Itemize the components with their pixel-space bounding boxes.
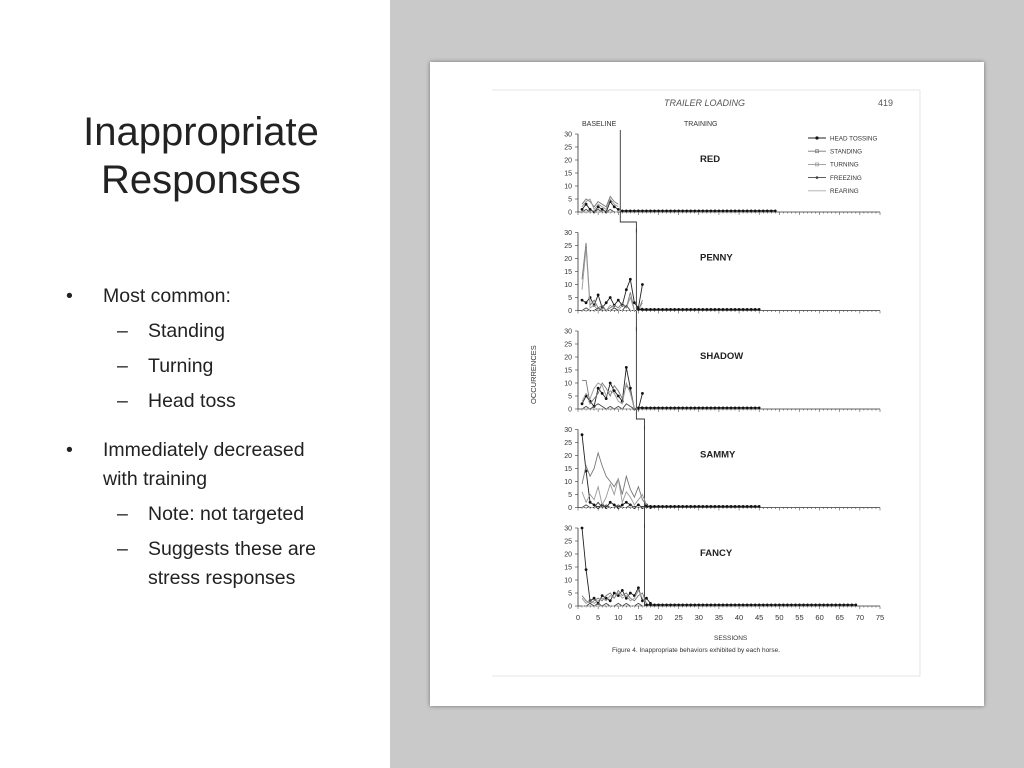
data-point xyxy=(617,299,620,302)
x-tick-label: 60 xyxy=(815,613,824,622)
sub-bullet-text-continued: stress responses xyxy=(148,567,296,589)
x-tick-label: 45 xyxy=(755,613,764,622)
series-line-head-tossing xyxy=(582,528,650,603)
panel-label: RED xyxy=(700,154,721,165)
x-axis-label: SESSIONS xyxy=(714,635,748,642)
data-point xyxy=(609,501,612,504)
data-point xyxy=(593,597,596,600)
phase-label-training: TRAINING xyxy=(684,121,718,128)
y-tick-label: 10 xyxy=(564,183,572,191)
x-tick-label: 40 xyxy=(734,613,744,622)
x-tick-label: 25 xyxy=(674,613,683,622)
sub-bullet-dash: – xyxy=(117,390,128,412)
bullet-dot: • xyxy=(66,439,73,461)
figure-caption: Figure 4. Inappropriate behaviors exhibited by each horse. xyxy=(612,647,781,654)
data-point xyxy=(581,433,584,436)
data-point xyxy=(625,366,628,369)
data-point xyxy=(625,501,628,504)
x-tick-label: 55 xyxy=(795,613,804,622)
legend-marker xyxy=(816,176,819,179)
data-point xyxy=(609,382,612,385)
x-tick-label: 5 xyxy=(596,613,601,622)
bullet-item xyxy=(60,436,380,593)
chart-panel-shadow xyxy=(564,327,880,430)
y-tick-label: 5 xyxy=(568,492,572,499)
legend-marker xyxy=(815,136,818,139)
x-tick-label: 50 xyxy=(775,613,784,622)
chart-panel-penny xyxy=(564,229,880,332)
y-tick-label: 20 xyxy=(564,354,572,362)
panel-label: SAMMY xyxy=(700,449,736,461)
data-point xyxy=(609,599,612,602)
text-pane xyxy=(0,0,390,768)
data-point xyxy=(613,205,616,208)
data-point xyxy=(585,568,588,571)
y-tick-label: 0 xyxy=(568,209,572,217)
phase-change-connector xyxy=(636,409,644,430)
legend-label: STANDING xyxy=(830,148,863,156)
y-tick-label: 0 xyxy=(568,308,572,315)
y-tick-label: 10 xyxy=(564,282,572,289)
legend-label: TURNING xyxy=(830,161,859,169)
x-tick-label: 75 xyxy=(875,613,885,622)
sub-bullet-dash: – xyxy=(117,320,128,342)
y-tick-label: 15 xyxy=(564,367,572,375)
data-point xyxy=(617,395,620,398)
data-point xyxy=(605,301,608,304)
sub-bullet-dash: – xyxy=(117,503,128,525)
y-tick-label: 25 xyxy=(564,341,572,349)
legend-label: HEAD TOSSING xyxy=(830,135,878,143)
sub-bullet-item xyxy=(60,500,380,529)
sub-bullet-text: Standing xyxy=(148,320,225,342)
chart-panel-sammy xyxy=(564,426,880,529)
y-tick-label: 5 xyxy=(568,590,572,598)
y-tick-label: 15 xyxy=(564,466,572,473)
sub-bullet-dash: – xyxy=(117,538,128,560)
page-number: 419 xyxy=(878,98,894,108)
y-tick-label: 10 xyxy=(564,577,572,585)
data-point xyxy=(597,387,600,390)
phase-label-baseline: BASELINE xyxy=(582,121,617,128)
sub-bullet-item xyxy=(60,535,380,593)
x-tick-label: 30 xyxy=(694,613,703,622)
y-tick-label: 25 xyxy=(564,440,572,447)
x-axis-ticks xyxy=(576,613,884,622)
data-point xyxy=(645,597,648,600)
x-tick-label: 65 xyxy=(835,613,844,622)
series-line-freezing xyxy=(582,502,650,507)
x-tick-label: 15 xyxy=(634,613,643,622)
slide-title-line1: Inappropriate xyxy=(83,110,319,154)
panel-label: SHADOW xyxy=(700,351,744,362)
y-tick-label: 15 xyxy=(564,269,572,276)
data-point xyxy=(621,589,624,592)
x-tick-label: 20 xyxy=(654,613,663,622)
sub-bullet-item xyxy=(60,317,380,346)
y-tick-label: 5 xyxy=(568,393,572,401)
data-point xyxy=(585,301,588,304)
bullet-item xyxy=(60,282,380,416)
data-point xyxy=(641,392,644,395)
data-point xyxy=(613,592,616,595)
y-tick-label: 0 xyxy=(568,505,572,512)
data-point xyxy=(629,278,632,281)
legend xyxy=(808,135,877,195)
data-point xyxy=(581,527,584,530)
sub-bullet-text: Turning xyxy=(148,355,214,377)
data-point xyxy=(609,296,612,299)
sub-bullet-dash: – xyxy=(117,355,128,377)
y-tick-label: 30 xyxy=(564,131,572,139)
sub-bullet-text: Suggests these are xyxy=(148,538,317,560)
x-tick-label: 35 xyxy=(714,613,724,622)
sub-bullet-text: Head toss xyxy=(148,390,236,412)
series-line-standing xyxy=(582,453,650,508)
data-point xyxy=(589,501,592,504)
data-point xyxy=(601,392,604,395)
y-tick-label: 25 xyxy=(564,144,572,152)
panel-label: FANCY xyxy=(700,548,733,559)
x-tick-label: 70 xyxy=(855,613,865,622)
bullet-text-line1: Immediately decreased xyxy=(103,439,305,461)
data-point xyxy=(581,402,584,405)
y-tick-label: 15 xyxy=(564,170,572,178)
data-point xyxy=(641,283,644,286)
data-point xyxy=(581,299,584,302)
data-point xyxy=(637,504,640,507)
slide-title-line2: Responses xyxy=(100,158,302,202)
slide-title xyxy=(20,108,382,204)
phase-change-connector xyxy=(620,212,636,233)
y-tick-label: 15 xyxy=(564,564,572,572)
y-axis-label: OCCURRENCES xyxy=(529,345,538,404)
data-point xyxy=(621,504,624,507)
y-tick-label: 20 xyxy=(564,551,572,559)
y-tick-label: 20 xyxy=(564,256,572,263)
y-tick-label: 10 xyxy=(564,479,572,486)
chart-panel-fancy xyxy=(564,524,880,611)
bullet-dot: • xyxy=(66,285,73,307)
y-tick-label: 25 xyxy=(564,243,572,250)
data-point xyxy=(581,208,584,211)
y-tick-label: 5 xyxy=(568,295,572,302)
legend-label: FREEZING xyxy=(830,174,862,182)
data-point xyxy=(625,288,628,291)
data-point xyxy=(597,294,600,297)
data-point xyxy=(633,301,636,304)
bullet-text: Most common: xyxy=(103,285,231,307)
data-point xyxy=(637,586,640,589)
y-tick-label: 5 xyxy=(568,196,572,204)
data-point xyxy=(589,208,592,211)
x-tick-label: 0 xyxy=(575,613,581,622)
figure-card xyxy=(430,62,984,706)
data-point xyxy=(613,504,616,507)
data-point xyxy=(601,208,604,211)
y-tick-label: 0 xyxy=(568,406,572,414)
y-tick-label: 20 xyxy=(564,157,572,165)
legend-label: REARING xyxy=(830,188,859,196)
page-header-title: TRAILER LOADING xyxy=(664,98,746,108)
data-point xyxy=(601,594,604,597)
y-tick-label: 30 xyxy=(564,328,572,336)
sub-bullet-item xyxy=(60,387,380,416)
data-point xyxy=(605,397,608,400)
data-point xyxy=(617,208,620,211)
data-point xyxy=(629,592,632,595)
y-tick-label: 10 xyxy=(564,380,572,388)
panel-label: PENNY xyxy=(700,252,733,264)
bullet-list xyxy=(60,282,380,613)
chart-panels xyxy=(564,130,880,611)
data-point xyxy=(613,389,616,392)
x-tick-label: 10 xyxy=(614,613,623,622)
y-tick-label: 30 xyxy=(564,525,572,533)
figure-svg xyxy=(430,62,984,706)
sub-bullet-item xyxy=(60,352,380,381)
y-tick-label: 0 xyxy=(568,603,572,611)
y-tick-label: 20 xyxy=(564,453,572,460)
sub-bullet-text: Note: not targeted xyxy=(148,503,305,525)
y-tick-label: 30 xyxy=(564,427,572,434)
y-tick-label: 25 xyxy=(564,538,572,546)
bullet-text-line2: with training xyxy=(103,468,208,490)
y-tick-label: 30 xyxy=(564,230,572,237)
